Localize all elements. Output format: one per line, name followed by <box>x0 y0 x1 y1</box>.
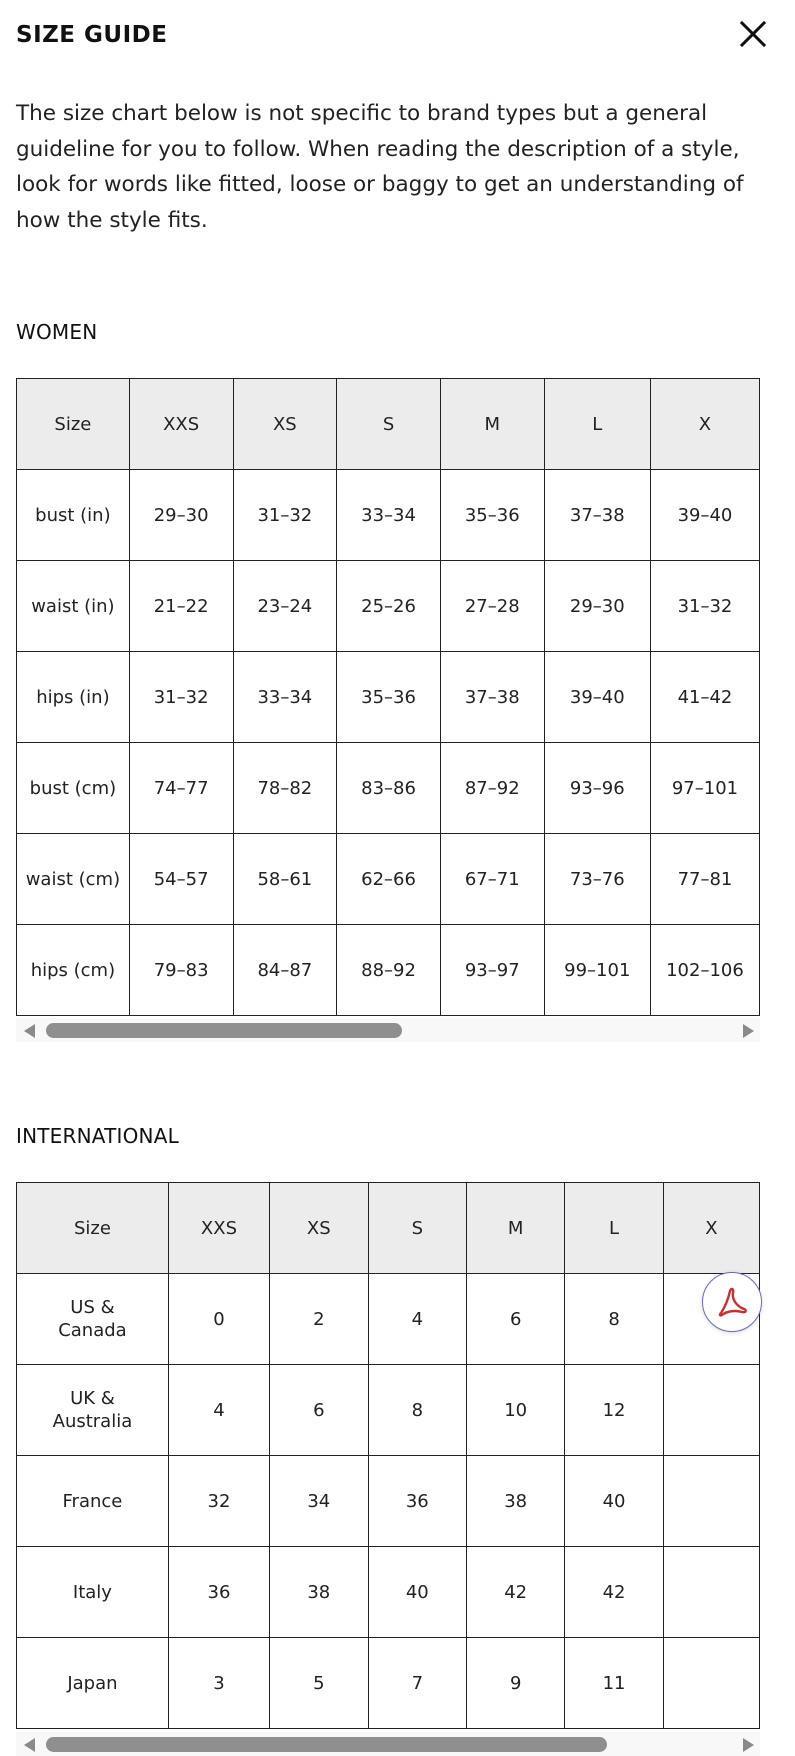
scroll-thumb[interactable] <box>46 1737 607 1752</box>
table-cell <box>663 1365 759 1456</box>
table-cell: 35–36 <box>337 652 441 743</box>
table-cell: 40 <box>565 1456 663 1547</box>
column-header: Size <box>17 379 130 470</box>
row-label: bust (cm) <box>17 743 130 834</box>
row-label: Italy <box>17 1547 169 1638</box>
column-header: L <box>544 379 650 470</box>
row-label: bust (in) <box>17 470 130 561</box>
table-cell: 23–24 <box>233 561 337 652</box>
international-table-container[interactable] <box>16 1182 760 1729</box>
column-header: XXS <box>129 379 233 470</box>
scroll-right-arrow-icon[interactable] <box>743 1738 754 1752</box>
table-cell: 37–38 <box>440 652 544 743</box>
table-cell: 74–77 <box>129 743 233 834</box>
table-cell: 27–28 <box>440 561 544 652</box>
women-header-row <box>17 379 760 470</box>
row-label: France <box>17 1456 169 1547</box>
row-label: hips (cm) <box>17 925 130 1016</box>
table-row <box>17 743 760 834</box>
column-header: XXS <box>168 1183 269 1274</box>
intro-text: The size chart below is not specific to brand types but a general guideline for you to follow. When reading the description of a style, look for words like fitted, loose or baggy to get an understanding of how the style fits. <box>16 101 744 233</box>
table-cell: 78–82 <box>233 743 337 834</box>
table-cell <box>663 1456 759 1547</box>
table-cell: 88–92 <box>337 925 441 1016</box>
table-cell: 33–34 <box>337 470 441 561</box>
table-row <box>17 1547 760 1638</box>
scroll-thumb[interactable] <box>46 1023 402 1038</box>
table-cell: 9 <box>466 1638 564 1729</box>
table-cell: 42 <box>565 1547 663 1638</box>
table-cell: 21–22 <box>129 561 233 652</box>
table-cell: 4 <box>168 1365 269 1456</box>
adobe-pdf-icon <box>712 1282 752 1322</box>
table-cell: 79–83 <box>129 925 233 1016</box>
row-label: UK & Australia <box>17 1365 169 1456</box>
international-heading: INTERNATIONAL <box>16 1124 179 1148</box>
table-row <box>17 1274 760 1365</box>
column-header: X <box>663 1183 759 1274</box>
column-header: L <box>565 1183 663 1274</box>
column-header: X <box>650 379 759 470</box>
table-cell: 29–30 <box>544 561 650 652</box>
international-header-row <box>17 1183 760 1274</box>
table-cell: 33–34 <box>233 652 337 743</box>
table-row <box>17 1456 760 1547</box>
table-cell: 41–42 <box>650 652 759 743</box>
table-cell: 12 <box>565 1365 663 1456</box>
table-cell: 77–81 <box>650 834 759 925</box>
table-cell: 8 <box>565 1274 663 1365</box>
table-cell: 87–92 <box>440 743 544 834</box>
table-cell: 8 <box>368 1365 466 1456</box>
scroll-left-arrow-icon[interactable] <box>24 1738 35 1752</box>
table-cell: 31–32 <box>129 652 233 743</box>
table-cell: 2 <box>270 1274 369 1365</box>
column-header: S <box>337 379 441 470</box>
table-cell: 6 <box>270 1365 369 1456</box>
table-cell: 10 <box>466 1365 564 1456</box>
table-cell: 84–87 <box>233 925 337 1016</box>
table-cell: 39–40 <box>650 470 759 561</box>
column-header: M <box>466 1183 564 1274</box>
table-cell: 37–38 <box>544 470 650 561</box>
row-label: Japan <box>17 1638 169 1729</box>
table-cell: 102–106 <box>650 925 759 1016</box>
international-table-scrollbar[interactable] <box>16 1732 760 1756</box>
table-cell: 40 <box>368 1547 466 1638</box>
close-icon[interactable] <box>733 14 773 54</box>
table-cell: 31–32 <box>650 561 759 652</box>
table-cell <box>663 1547 759 1638</box>
table-cell: 54–57 <box>129 834 233 925</box>
table-cell: 7 <box>368 1638 466 1729</box>
table-cell: 73–76 <box>544 834 650 925</box>
table-cell: 34 <box>270 1456 369 1547</box>
row-label: hips (in) <box>17 652 130 743</box>
table-row <box>17 1638 760 1729</box>
table-cell: 38 <box>270 1547 369 1638</box>
table-row <box>17 470 760 561</box>
table-cell: 11 <box>565 1638 663 1729</box>
table-cell: 0 <box>168 1274 269 1365</box>
table-cell: 3 <box>168 1638 269 1729</box>
table-cell: 93–97 <box>440 925 544 1016</box>
scroll-right-arrow-icon[interactable] <box>743 1024 754 1038</box>
column-header: S <box>368 1183 466 1274</box>
scroll-left-arrow-icon[interactable] <box>24 1024 35 1038</box>
table-cell: 42 <box>466 1547 564 1638</box>
column-header: XS <box>233 379 337 470</box>
table-cell: 36 <box>368 1456 466 1547</box>
table-cell: 32 <box>168 1456 269 1547</box>
table-row <box>17 561 760 652</box>
table-cell: 67–71 <box>440 834 544 925</box>
page-title: SIZE GUIDE <box>16 22 168 48</box>
row-label: waist (cm) <box>17 834 130 925</box>
table-cell: 62–66 <box>337 834 441 925</box>
column-header: Size <box>17 1183 169 1274</box>
table-cell: 93–96 <box>544 743 650 834</box>
table-cell: 83–86 <box>337 743 441 834</box>
table-cell: 31–32 <box>233 470 337 561</box>
table-row <box>17 834 760 925</box>
table-row <box>17 652 760 743</box>
column-header: M <box>440 379 544 470</box>
download-pdf-button[interactable] <box>702 1272 762 1332</box>
women-table-scrollbar[interactable] <box>16 1018 760 1042</box>
international-size-table <box>16 1182 760 1729</box>
table-row <box>17 1365 760 1456</box>
women-table-container[interactable] <box>16 378 760 1016</box>
table-cell: 39–40 <box>544 652 650 743</box>
table-cell: 29–30 <box>129 470 233 561</box>
table-cell <box>663 1638 759 1729</box>
table-cell: 25–26 <box>337 561 441 652</box>
row-label: waist (in) <box>17 561 130 652</box>
women-heading: WOMEN <box>16 320 98 344</box>
table-cell: 38 <box>466 1456 564 1547</box>
women-size-table <box>16 378 760 1016</box>
table-row <box>17 925 760 1016</box>
row-label: US & Canada <box>17 1274 169 1365</box>
table-cell: 97–101 <box>650 743 759 834</box>
table-cell: 6 <box>466 1274 564 1365</box>
table-cell: 99–101 <box>544 925 650 1016</box>
table-cell: 4 <box>368 1274 466 1365</box>
table-cell: 58–61 <box>233 834 337 925</box>
table-cell: 5 <box>270 1638 369 1729</box>
table-cell: 36 <box>168 1547 269 1638</box>
column-header: XS <box>270 1183 369 1274</box>
table-cell: 35–36 <box>440 470 544 561</box>
